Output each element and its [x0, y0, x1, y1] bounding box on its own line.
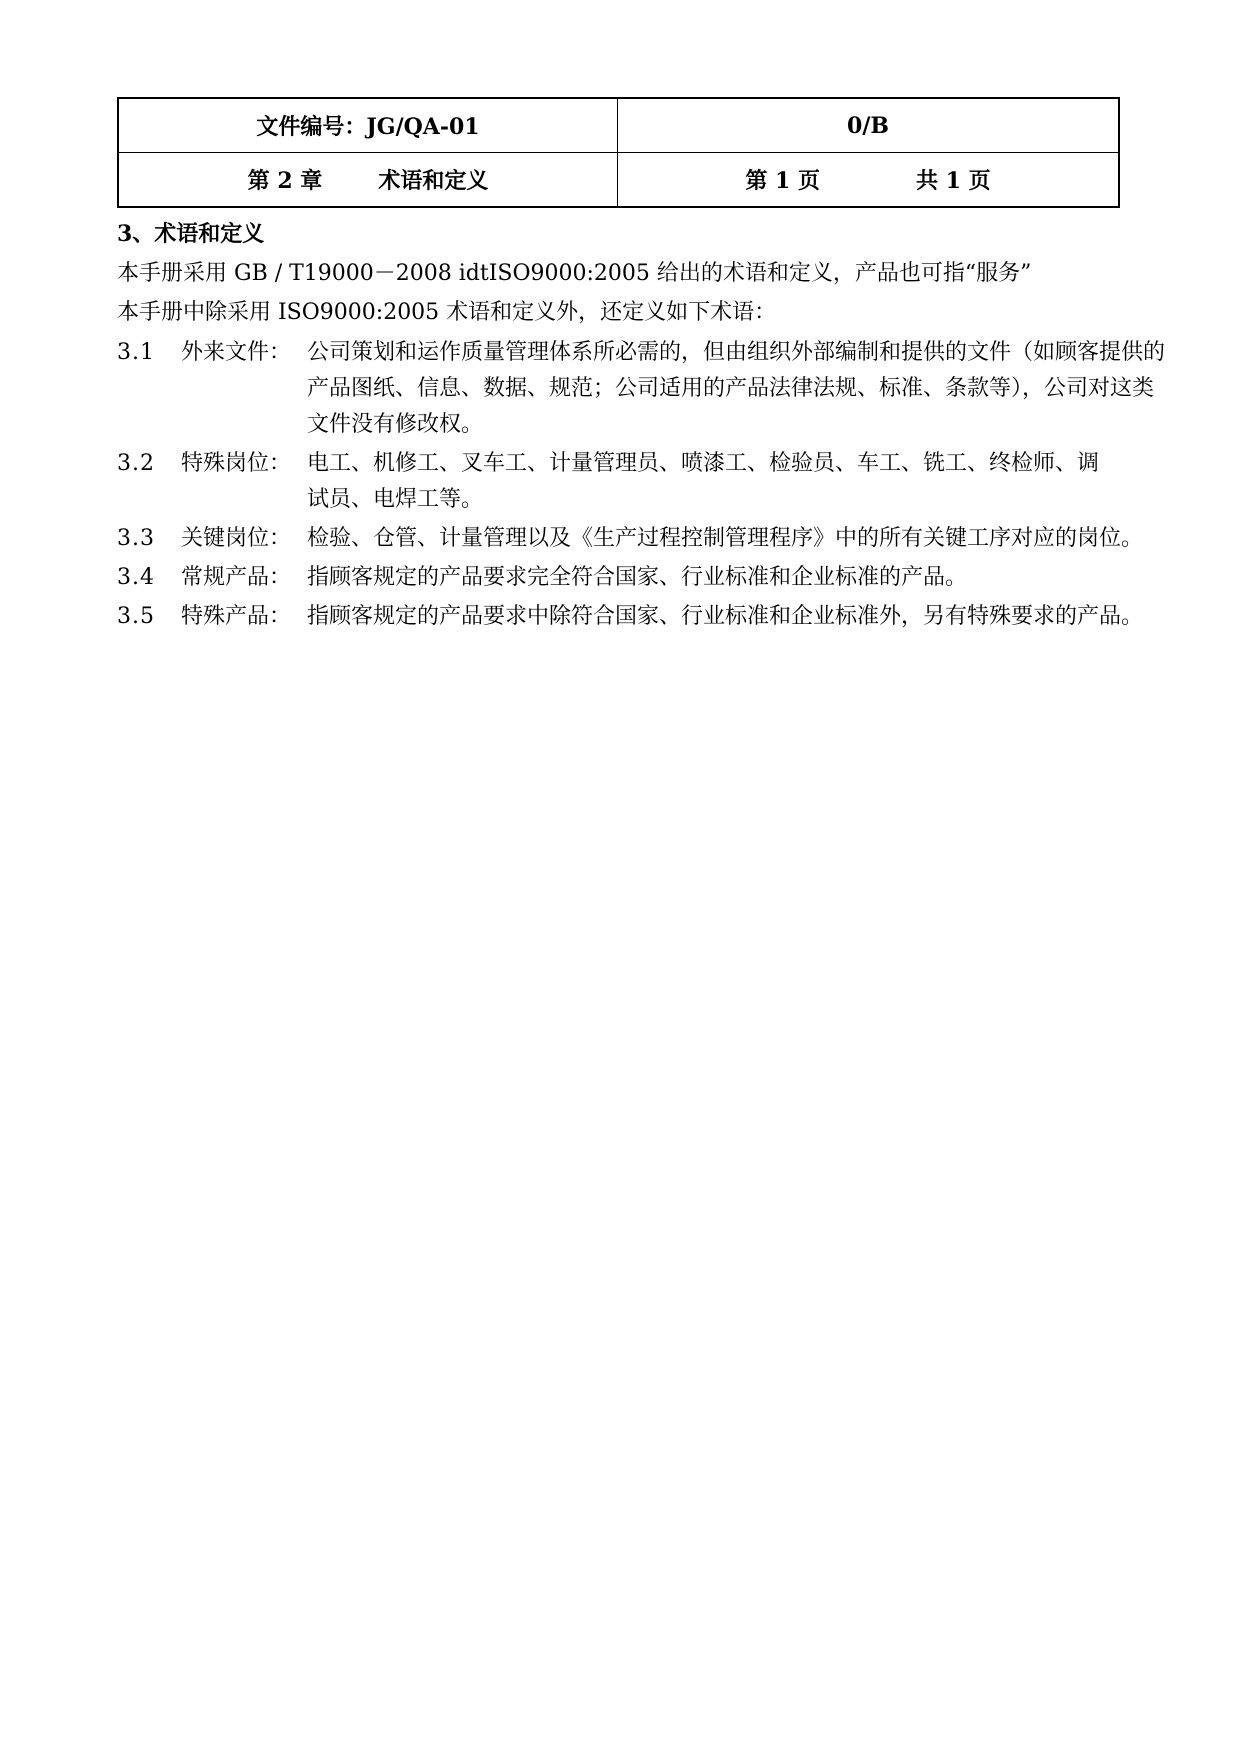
chapter-number: 第 2 章: [247, 168, 323, 194]
term-definition: 指顾客规定的产品要求完全符合国家、行业标准和企业标准的产品。: [307, 565, 968, 590]
term-number: 3.3: [117, 526, 155, 551]
page-cell: [618, 153, 1120, 208]
intro-paragraph-1: 本手册采用 GB / T19000－2008 idtISO9000:2005 给出的术语和定义，产品也可指“服务”: [117, 261, 1032, 286]
term-item: [117, 599, 1157, 635]
document-body: [117, 214, 1166, 635]
header-row-2: [118, 153, 1119, 208]
doc-version: 0/B: [847, 112, 889, 139]
total-pages: 共 1 页: [916, 168, 991, 194]
term-item: [117, 446, 1157, 518]
term-name: 常规产品：: [181, 565, 292, 590]
term-item: [117, 560, 1157, 596]
intro-paragraph-2: 本手册中除采用 ISO9000:2005 术语和定义外，还定义如下术语：: [117, 300, 777, 325]
term-number: 3.2: [117, 451, 155, 476]
doc-number-cell: [118, 98, 618, 153]
header-row-1: [118, 98, 1119, 153]
term-name: 关键岗位：: [181, 526, 292, 551]
term-name: 特殊岗位：: [181, 451, 292, 476]
term-definition: 指顾客规定的产品要求中除符合国家、行业标准和企业标准外，另有特殊要求的产品。: [307, 604, 1144, 629]
term-number: 3.4: [117, 565, 155, 590]
doc-number: 文件编号：JG/QA-01: [256, 114, 480, 140]
term-number: 3.5: [117, 604, 155, 629]
term-name: 外来文件：: [181, 340, 292, 365]
version-cell: [618, 98, 1120, 153]
term-definition: 公司策划和运作质量管理体系所必需的，但由组织外部编制和提供的文件（如顾客提供的产品图纸、信息、数据、规范；公司适用的产品法律法规、标准、条款等），公司对这类文件没有修改权。: [307, 340, 1166, 437]
document-header-table: [117, 97, 1120, 208]
page-number: 第 1 页: [745, 168, 820, 194]
term-item: [117, 335, 1166, 443]
chapter-title: 术语和定义: [378, 168, 489, 194]
chapter-cell: [118, 153, 618, 208]
section-heading: 3、术语和定义: [117, 221, 265, 247]
term-number: 3.1: [117, 340, 155, 365]
term-name: 特殊产品：: [181, 604, 292, 629]
term-item: [117, 521, 1157, 557]
term-definition: 电工、机修工、叉车工、计量管理员、喷漆工、检验员、车工、铣工、终检师、调试员、电焊工等。: [307, 451, 1100, 512]
term-definition: 检验、仓管、计量管理以及《生产过程控制管理程序》中的所有关键工序对应的岗位。: [307, 526, 1144, 551]
